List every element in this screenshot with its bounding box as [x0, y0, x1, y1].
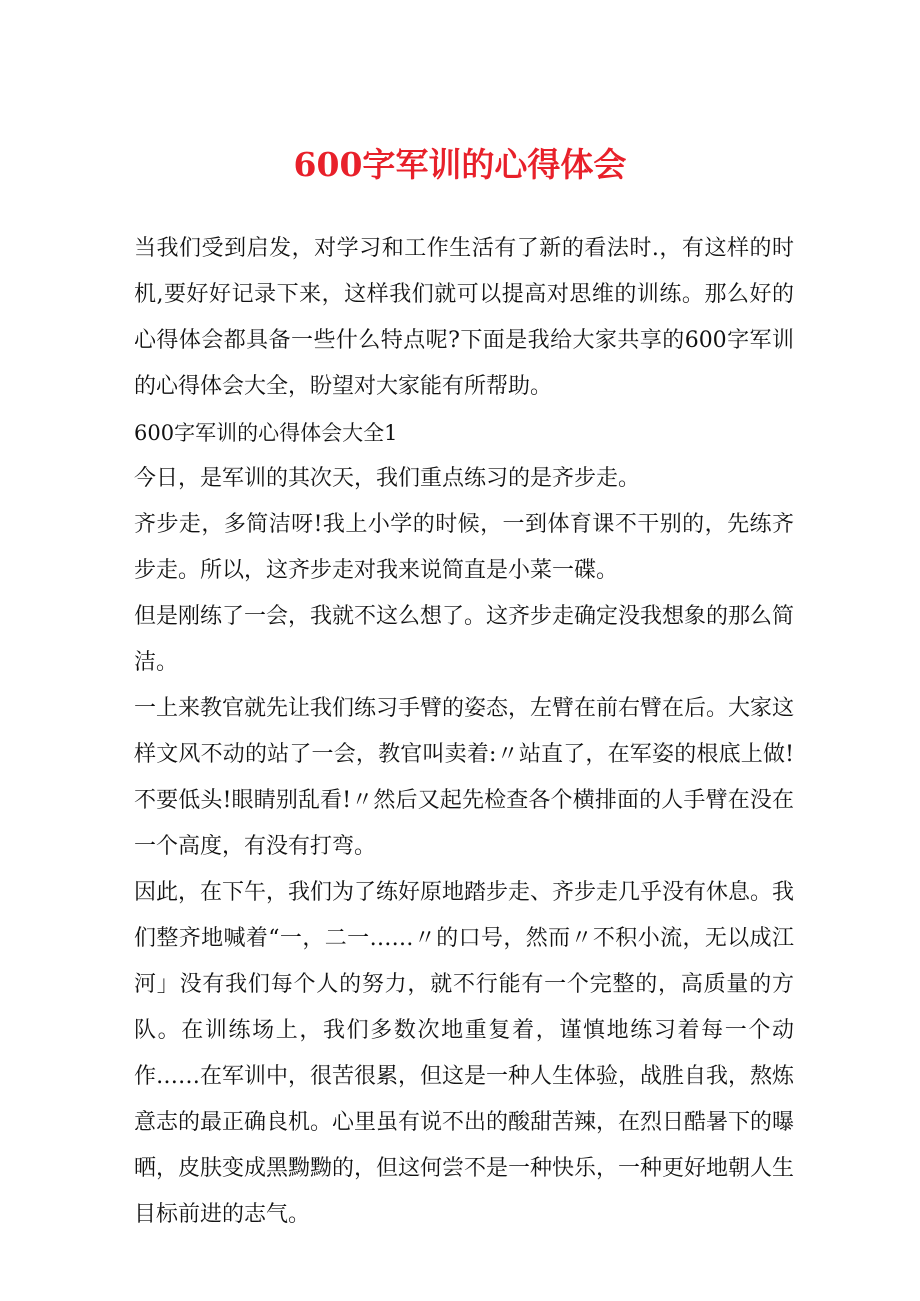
body-paragraph: 今日，是军训的其次天，我们重点练习的是齐步走。 [134, 466, 641, 491]
document-body [134, 226, 794, 1238]
document-title: 600字军训的心得体会 [293, 145, 627, 184]
section-heading: 600字军训的心得体会大全1 [134, 421, 398, 445]
body-paragraph: 一上来教官就先让我们练习手臂的姿态，左臂在前右臂在后。大家这样文风不动的站了一会，教官叫卖着:〃站直了，在军姿的根底上做!不要低头!眼睛别乱看!〃然后又起先检查各个横排面的人手臂在没在一个高度，有没有打弯。 [134, 696, 795, 859]
intro-paragraph: 当我们受到启发，对学习和工作生活有了新的看法时.，有这样的时机,要好好记录下来，这样我们就可以提高对思维的训练。那么好的心得体会都具备一些什么特点呢?下面是我给大家共享的600字军训的心得体会大全，盼望对大家能有所帮助。 [134, 236, 794, 399]
body-paragraph: 因此，在下午，我们为了练好原地踏步走、齐步走几乎没有休息。我们整齐地喊着“一，二一……〃的口号，然而〃不积小流，无以成江河」没有我们每个人的努力，就不行能有一个完整的，高质量的方队。在训练场上，我们多数次地重复着，谨慎地练习着每一个动作……在军训中，很苦很累，但这是一种人生体验，战胜自我，熬炼意志的最正确良机。心里虽有说不出的酸甜苦辣，在烈日酷暑下的曝晒，皮肤变成黑黝黝的，但这何尝不是一种快乐，一种更好地朝人生目标前进的志气。 [134, 880, 795, 1227]
body-paragraph: 但是刚练了一会，我就不这么想了。这齐步走确定没我想象的那么简洁。 [134, 604, 795, 675]
body-paragraph: 齐步走，多简洁呀!我上小学的时候，一到体育课不干别的，先练齐步走。所以，这齐步走对我来说简直是小菜一碟。 [134, 512, 794, 583]
